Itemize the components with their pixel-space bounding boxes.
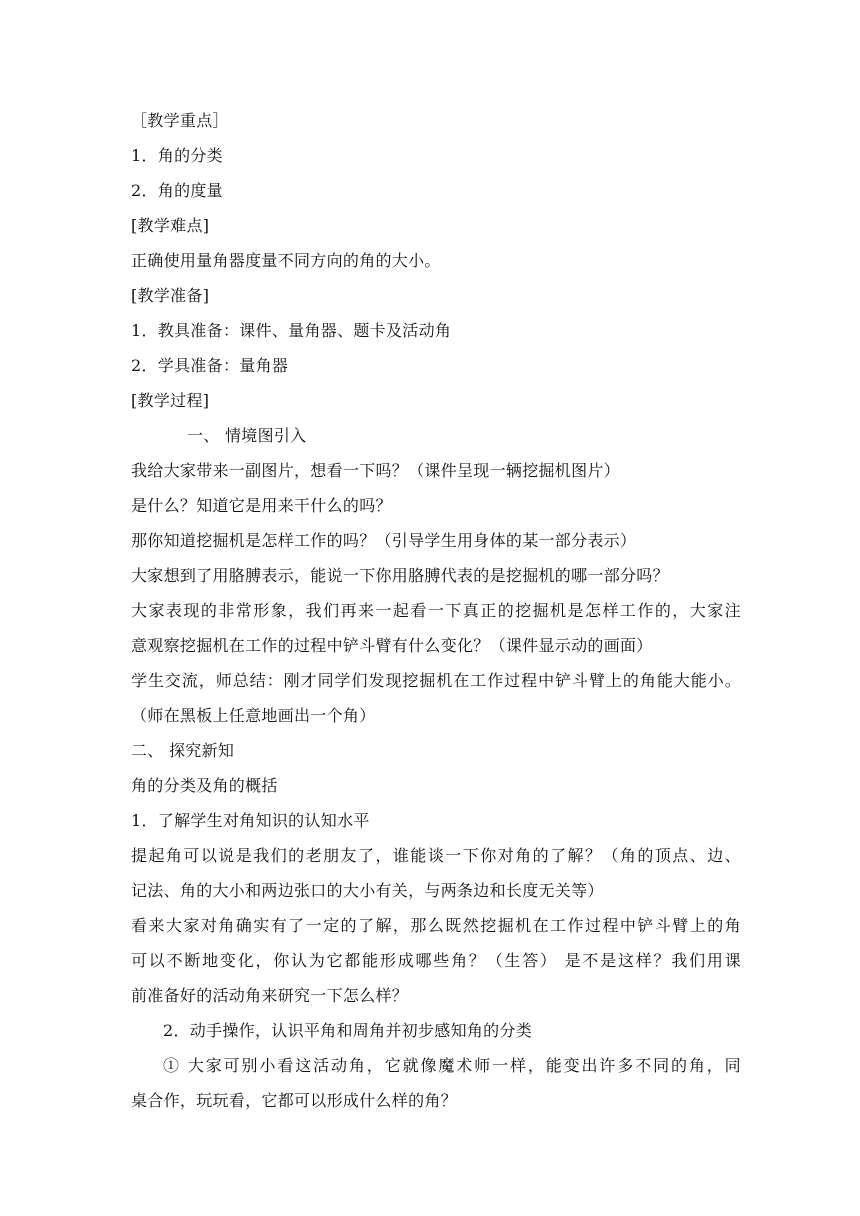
paragraph-line: 意观察挖掘机在工作的过程中铲斗臂有什么变化？（课件显示动的画面） bbox=[131, 636, 653, 655]
paragraph-line: 大家表现的非常形象，我们再来一起看一下真正的挖掘机是怎样工作的，大家注 bbox=[131, 601, 741, 620]
subsection-title: 角的分类及角的概括 bbox=[131, 776, 278, 795]
paragraph-line: 看来大家对角确实有了一定的了解，那么既然挖掘机在工作过程中铲斗臂上的角 bbox=[131, 916, 741, 935]
paragraph-line: 大家想到了用胳膊表示，能说一下你用胳膊代表的是挖掘机的哪一部分吗？ bbox=[131, 566, 669, 585]
paragraph-line: 记法、角的大小和两边张口的大小有关，与两条边和长度无关等） bbox=[131, 881, 604, 900]
heading-teaching-focus: ［教学重点］ bbox=[131, 111, 229, 130]
paragraph-line: ① 大家可别小看这活动角，它就像魔术师一样，能变出许多不同的角，同 bbox=[163, 1056, 741, 1075]
focus-item-2: 2．角的度量 bbox=[131, 181, 223, 200]
paragraph-line: 桌合作，玩玩看，它都可以形成什么样的角？ bbox=[131, 1091, 458, 1110]
subsection-item-2: 2．动手操作，认识平角和周角并初步感知角的分类 bbox=[163, 1021, 533, 1040]
heading-teaching-preparation: [教学准备] bbox=[131, 286, 210, 305]
section-2-heading: 二、 探究新知 bbox=[131, 741, 235, 760]
paragraph-line: （师在黑板上任意地画出一个角） bbox=[131, 706, 376, 725]
preparation-item-2: 2．学具准备：量角器 bbox=[131, 356, 289, 375]
heading-teaching-process: [教学过程] bbox=[131, 391, 210, 410]
difficulty-text: 正确使用量角器度量不同方向的角的大小。 bbox=[131, 251, 441, 270]
section-1-heading: 一、 情境图引入 bbox=[187, 426, 307, 445]
paragraph-line: 我给大家带来一副图片，想看一下吗？（课件呈现一辆挖掘机图片） bbox=[131, 461, 621, 480]
paragraph-line: 可以不断地变化，你认为它都能形成哪些角？（生答） 是不是这样？我们用课 bbox=[131, 951, 741, 970]
preparation-item-1: 1．教具准备：课件、量角器、题卡及活动角 bbox=[131, 321, 452, 340]
paragraph-line: 是什么？知道它是用来干什么的吗？ bbox=[131, 496, 392, 515]
paragraph-line: 那你知道挖掘机是怎样工作的吗？（引导学生用身体的某一部分表示） bbox=[131, 531, 637, 550]
subsection-item-1: 1．了解学生对角知识的认知水平 bbox=[131, 811, 370, 830]
paragraph-line: 学生交流，师总结：刚才同学们发现挖掘机在工作过程中铲斗臂上的角能大能小。 bbox=[131, 671, 741, 690]
paragraph-line: 提起角可以说是我们的老朋友了，谁能谈一下你对角的了解？（角的顶点、边、 bbox=[131, 846, 741, 865]
focus-item-1: 1．角的分类 bbox=[131, 146, 223, 165]
paragraph-line: 前准备好的活动角来研究一下怎么样？ bbox=[131, 986, 409, 1005]
heading-teaching-difficulty: [教学难点] bbox=[131, 216, 210, 235]
